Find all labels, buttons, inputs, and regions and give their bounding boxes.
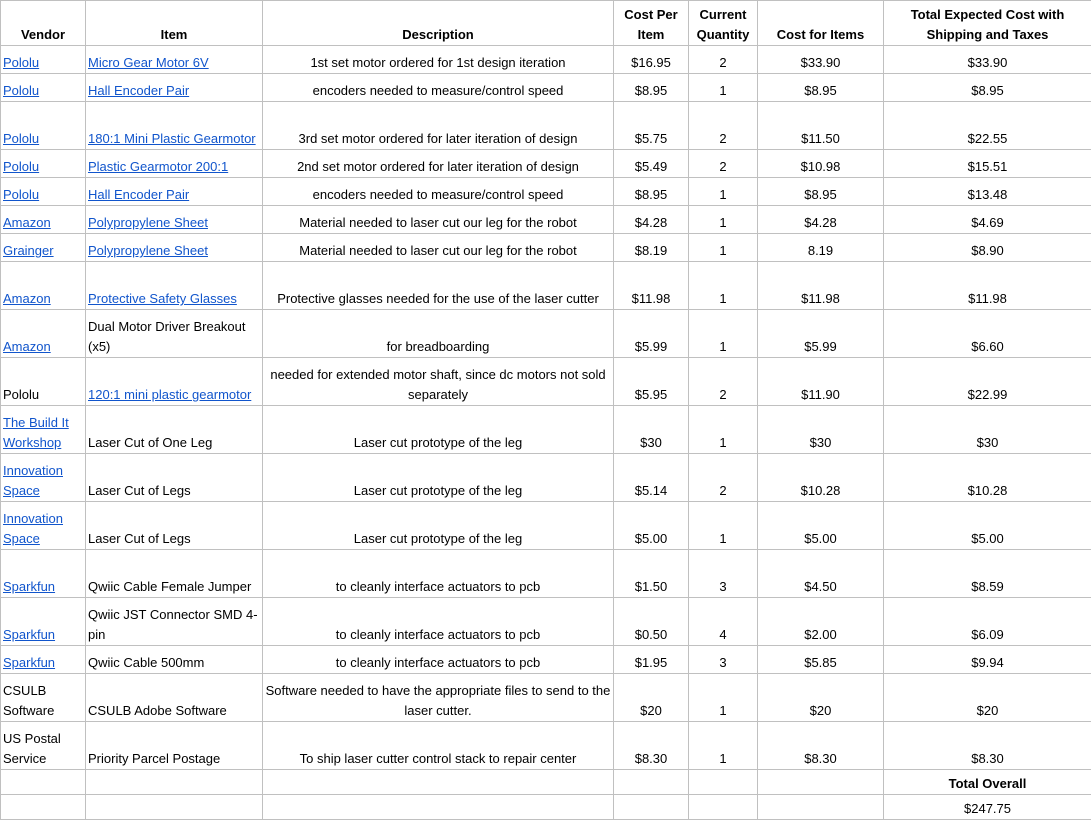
vendor-cell: [1, 46, 86, 74]
quantity-cell: 3: [689, 550, 758, 598]
summary-section: [1, 770, 1091, 820]
header-cost-per-item: Cost Per Item: [614, 1, 689, 46]
quantity-cell: 1: [689, 74, 758, 102]
cost-per-item-cell: $8.95: [614, 74, 689, 102]
item-cell: Priority Parcel Postage: [86, 722, 263, 770]
total-cost-cell: $9.94: [884, 646, 1091, 674]
quantity-cell: 2: [689, 46, 758, 74]
cost-for-items-cell: $8.95: [758, 178, 884, 206]
vendor-cell: Pololu: [1, 358, 86, 406]
description-cell: encoders needed to measure/control speed: [263, 74, 614, 102]
description-cell: 3rd set motor ordered for later iteration of design: [263, 102, 614, 150]
cost-for-items-cell: 8.19: [758, 234, 884, 262]
quantity-cell: 1: [689, 178, 758, 206]
vendor-link[interactable]: Pololu: [3, 131, 40, 146]
description-cell: 1st set motor ordered for 1st design iteration: [263, 46, 614, 74]
cost-for-items-cell: $8.95: [758, 74, 884, 102]
cost-for-items-cell: $11.90: [758, 358, 884, 406]
quantity-cell: 1: [689, 206, 758, 234]
description-cell: to cleanly interface actuators to pcb: [263, 550, 614, 598]
cost-per-item-cell: $1.50: [614, 550, 689, 598]
quantity-cell: 1: [689, 722, 758, 770]
description-cell: Laser cut prototype of the leg: [263, 502, 614, 550]
header-current-quantity: Current Quantity: [689, 1, 758, 46]
cost-for-items-cell: $8.30: [758, 722, 884, 770]
quantity-cell: 1: [689, 262, 758, 310]
table-row: [1, 502, 1091, 550]
table-row: [1, 234, 1091, 262]
cost-per-item-cell: $8.95: [614, 178, 689, 206]
item-cell: Qwiic JST Connector SMD 4-pin: [86, 598, 263, 646]
item-link[interactable]: Hall Encoder Pair: [88, 187, 190, 202]
quantity-cell: 2: [689, 358, 758, 406]
header-description: Description: [263, 1, 614, 46]
cost-per-item-cell: $8.30: [614, 722, 689, 770]
description-cell: Material needed to laser cut our leg for the robot: [263, 206, 614, 234]
total-cost-cell: $5.00: [884, 502, 1091, 550]
description-cell: for breadboarding: [263, 310, 614, 358]
description-cell: to cleanly interface actuators to pcb: [263, 646, 614, 674]
vendor-cell: [1, 234, 86, 262]
total-cost-cell: $22.55: [884, 102, 1091, 150]
vendor-cell: [1, 406, 86, 454]
item-cell: [86, 358, 263, 406]
item-cell: Qwiic Cable Female Jumper: [86, 550, 263, 598]
table-row: [1, 722, 1091, 770]
description-cell: needed for extended motor shaft, since dc motors not sold separately: [263, 358, 614, 406]
item-cell: Dual Motor Driver Breakout (x5): [86, 310, 263, 358]
item-cell: Laser Cut of One Leg: [86, 406, 263, 454]
item-cell: [86, 178, 263, 206]
vendor-link[interactable]: Amazon: [3, 291, 51, 306]
vendor-cell: [1, 206, 86, 234]
vendor-link[interactable]: Pololu: [3, 55, 40, 70]
total-cost-cell: $15.51: [884, 150, 1091, 178]
description-cell: To ship laser cutter control stack to repair center: [263, 722, 614, 770]
table-row: [1, 262, 1091, 310]
item-cell: Qwiic Cable 500mm: [86, 646, 263, 674]
description-cell: Protective glasses needed for the use of the laser cutter: [263, 262, 614, 310]
total-cost-cell: $33.90: [884, 46, 1091, 74]
item-cell: Laser Cut of Legs: [86, 502, 263, 550]
table-row: [1, 150, 1091, 178]
total-cost-cell: $10.28: [884, 454, 1091, 502]
vendor-cell: US Postal Service: [1, 722, 86, 770]
cost-for-items-cell: $10.98: [758, 150, 884, 178]
quantity-cell: 2: [689, 454, 758, 502]
vendor-link[interactable]: Sparkfun: [3, 627, 56, 642]
quantity-cell: 2: [689, 150, 758, 178]
table-body: [1, 46, 1091, 770]
vendor-link[interactable]: Amazon: [3, 215, 51, 230]
quantity-cell: 4: [689, 598, 758, 646]
total-cost-cell: $13.48: [884, 178, 1091, 206]
table-row: [1, 74, 1091, 102]
item-link[interactable]: Protective Safety Glasses: [88, 291, 237, 306]
cost-per-item-cell: $5.14: [614, 454, 689, 502]
cost-per-item-cell: $5.75: [614, 102, 689, 150]
table-row: [1, 406, 1091, 454]
cost-for-items-cell: $4.28: [758, 206, 884, 234]
table-row: [1, 598, 1091, 646]
vendor-link[interactable]: The Build It Workshop: [3, 415, 69, 450]
table-row: [1, 646, 1091, 674]
vendor-link[interactable]: Innovation Space: [3, 463, 63, 498]
quantity-cell: 1: [689, 406, 758, 454]
item-link[interactable]: Hall Encoder Pair: [88, 83, 190, 98]
description-cell: encoders needed to measure/control speed: [263, 178, 614, 206]
total-value-row: [1, 795, 1091, 820]
quantity-cell: 1: [689, 674, 758, 722]
item-cell: CSULB Adobe Software: [86, 674, 263, 722]
item-cell: [86, 46, 263, 74]
total-cost-cell: $8.90: [884, 234, 1091, 262]
table-row: [1, 178, 1091, 206]
cost-for-items-cell: $5.00: [758, 502, 884, 550]
cost-per-item-cell: $5.49: [614, 150, 689, 178]
cost-for-items-cell: $20: [758, 674, 884, 722]
vendor-link[interactable]: Sparkfun: [3, 579, 56, 594]
table-row: [1, 674, 1091, 722]
vendor-cell: [1, 74, 86, 102]
item-cell: [86, 74, 263, 102]
vendor-cell: [1, 598, 86, 646]
cost-for-items-cell: $33.90: [758, 46, 884, 74]
vendor-link[interactable]: Sparkfun: [3, 655, 56, 670]
total-cost-cell: $20: [884, 674, 1091, 722]
header-cost-for-items: Cost for Items: [758, 1, 884, 46]
vendor-link[interactable]: Grainger: [3, 243, 54, 258]
cost-for-items-cell: $4.50: [758, 550, 884, 598]
total-cost-cell: $4.69: [884, 206, 1091, 234]
description-cell: Laser cut prototype of the leg: [263, 454, 614, 502]
vendor-link[interactable]: Pololu: [3, 83, 40, 98]
vendor-cell: [1, 550, 86, 598]
item-cell: [86, 262, 263, 310]
total-cost-cell: $22.99: [884, 358, 1091, 406]
cost-per-item-cell: $8.19: [614, 234, 689, 262]
quantity-cell: 1: [689, 234, 758, 262]
header-vendor: Vendor: [1, 1, 86, 46]
total-cost-cell: $11.98: [884, 262, 1091, 310]
cost-per-item-cell: $30: [614, 406, 689, 454]
quantity-cell: 3: [689, 646, 758, 674]
vendor-cell: [1, 150, 86, 178]
table-row: [1, 206, 1091, 234]
cost-for-items-cell: $2.00: [758, 598, 884, 646]
item-cell: [86, 150, 263, 178]
total-cost-cell: $8.95: [884, 74, 1091, 102]
quantity-cell: 2: [689, 102, 758, 150]
cost-for-items-cell: $10.28: [758, 454, 884, 502]
description-cell: 2nd set motor ordered for later iteration of design: [263, 150, 614, 178]
description-cell: Material needed to laser cut our leg for the robot: [263, 234, 614, 262]
vendor-cell: CSULB Software: [1, 674, 86, 722]
table-row: [1, 310, 1091, 358]
header-total-expected-cost: Total Expected Cost with Shipping and Taxes: [884, 1, 1091, 46]
item-link[interactable]: Polypropylene Sheet: [88, 215, 208, 230]
cost-for-items-cell: $11.50: [758, 102, 884, 150]
cost-for-items-cell: $30: [758, 406, 884, 454]
vendor-cell: [1, 310, 86, 358]
cost-per-item-cell: $16.95: [614, 46, 689, 74]
cost-for-items-cell: $5.85: [758, 646, 884, 674]
cost-per-item-cell: $5.99: [614, 310, 689, 358]
vendor-link[interactable]: Innovation Space: [3, 511, 63, 546]
header-row: [1, 1, 1091, 46]
cost-per-item-cell: $5.00: [614, 502, 689, 550]
description-cell: Laser cut prototype of the leg: [263, 406, 614, 454]
vendor-cell: [1, 262, 86, 310]
total-cost-cell: $8.59: [884, 550, 1091, 598]
cost-for-items-cell: $5.99: [758, 310, 884, 358]
description-cell: Software needed to have the appropriate files to send to the laser cutter.: [263, 674, 614, 722]
cost-per-item-cell: $1.95: [614, 646, 689, 674]
total-overall-label: Total Overall: [884, 770, 1091, 795]
table-row: [1, 358, 1091, 406]
cost-per-item-cell: $20: [614, 674, 689, 722]
vendor-cell: [1, 502, 86, 550]
item-cell: [86, 234, 263, 262]
table-row: [1, 454, 1091, 502]
vendor-cell: [1, 102, 86, 150]
header-item: Item: [86, 1, 263, 46]
total-cost-cell: $6.60: [884, 310, 1091, 358]
description-cell: to cleanly interface actuators to pcb: [263, 598, 614, 646]
item-link[interactable]: Micro Gear Motor 6V: [88, 55, 209, 70]
total-label-row: [1, 770, 1091, 795]
item-cell: [86, 102, 263, 150]
cost-per-item-cell: $4.28: [614, 206, 689, 234]
cost-per-item-cell: $5.95: [614, 358, 689, 406]
total-overall-value: $247.75: [884, 795, 1091, 820]
cost-per-item-cell: $11.98: [614, 262, 689, 310]
total-cost-cell: $8.30: [884, 722, 1091, 770]
item-link[interactable]: Polypropylene Sheet: [88, 243, 208, 258]
total-cost-cell: $6.09: [884, 598, 1091, 646]
table-row: [1, 46, 1091, 74]
item-link[interactable]: 180:1 Mini Plastic Gearmotor: [88, 131, 256, 146]
quantity-cell: 1: [689, 502, 758, 550]
table-row: [1, 102, 1091, 150]
total-cost-cell: $30: [884, 406, 1091, 454]
table-row: [1, 550, 1091, 598]
quantity-cell: 1: [689, 310, 758, 358]
item-link[interactable]: 120:1 mini plastic gearmotor: [88, 387, 252, 402]
item-cell: [86, 206, 263, 234]
vendor-link[interactable]: Pololu: [3, 187, 40, 202]
cost-for-items-cell: $11.98: [758, 262, 884, 310]
cost-per-item-cell: $0.50: [614, 598, 689, 646]
vendor-cell: [1, 646, 86, 674]
vendor-link[interactable]: Pololu: [3, 159, 40, 174]
vendor-link[interactable]: Amazon: [3, 339, 51, 354]
vendor-cell: [1, 178, 86, 206]
item-link[interactable]: Plastic Gearmotor 200:1: [88, 159, 229, 174]
item-cell: Laser Cut of Legs: [86, 454, 263, 502]
vendor-cell: [1, 454, 86, 502]
